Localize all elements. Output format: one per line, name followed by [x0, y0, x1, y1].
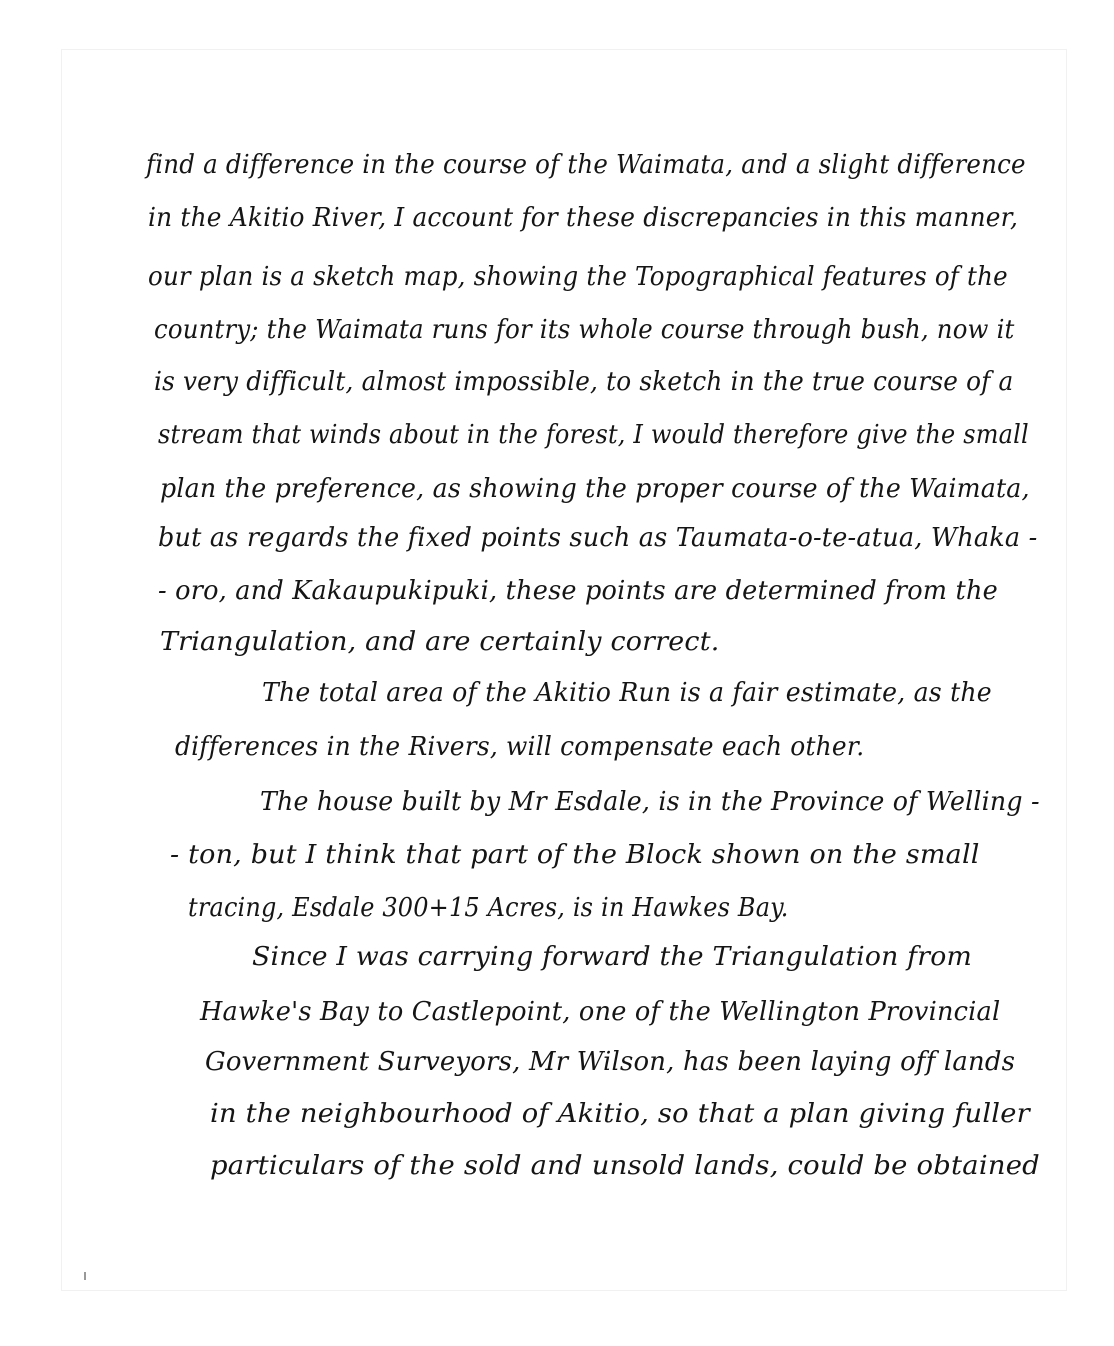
text-line-16: Since I was carrying forward the Triangulation from [252, 942, 972, 972]
text-line-9: - oro, and Kakaupukipuki, these points are determined from the [158, 576, 998, 606]
text-line-6: stream that winds about in the forest, I would therefore give the small [158, 420, 1029, 450]
text-line-20: particulars of the sold and unsold lands, could be obtained [210, 1151, 1040, 1181]
text-line-7: plan the preference, as showing the proper course of the Waimata, [160, 474, 1030, 504]
text-line-3: our plan is a sketch map, showing the Topographical features of the [148, 262, 1008, 292]
text-line-12: differences in the Rivers, will compensate each other. [175, 732, 865, 762]
text-line-15: tracing, Esdale 300+15 Acres, is in Hawkes Bay. [188, 893, 789, 923]
text-line-10: Triangulation, and are certainly correct. [160, 627, 720, 657]
text-line-19: in the neighbourhood of Akitio, so that a plan giving fuller [210, 1099, 1030, 1129]
text-line-18: Government Surveyors, Mr Wilson, has been laying off lands [205, 1047, 1016, 1077]
text-line-2: in the Akitio River, I account for these discrepancies in this manner, [148, 203, 1019, 233]
text-line-17: Hawke's Bay to Castlepoint, one of the Wellington Provincial [200, 997, 1001, 1027]
text-line-13: The house built by Mr Esdale, is in the Province of Welling - [260, 787, 1040, 817]
page-edge-mark [84, 1272, 86, 1280]
text-line-11: The total area of the Akitio Run is a fair estimate, as the [262, 678, 992, 708]
text-line-14: - ton, but I think that part of the Block shown on the small [170, 840, 980, 870]
text-line-5: is very difficult, almost impossible, to sketch in the true course of a [154, 367, 1014, 397]
text-line-8: but as regards the fixed points such as Taumata-o-te-atua, Whaka - [158, 523, 1038, 553]
text-line-1: find a difference in the course of the Waimata, and a slight difference [146, 150, 1026, 180]
text-line-4: country; the Waimata runs for its whole course through bush, now it [154, 315, 1015, 345]
